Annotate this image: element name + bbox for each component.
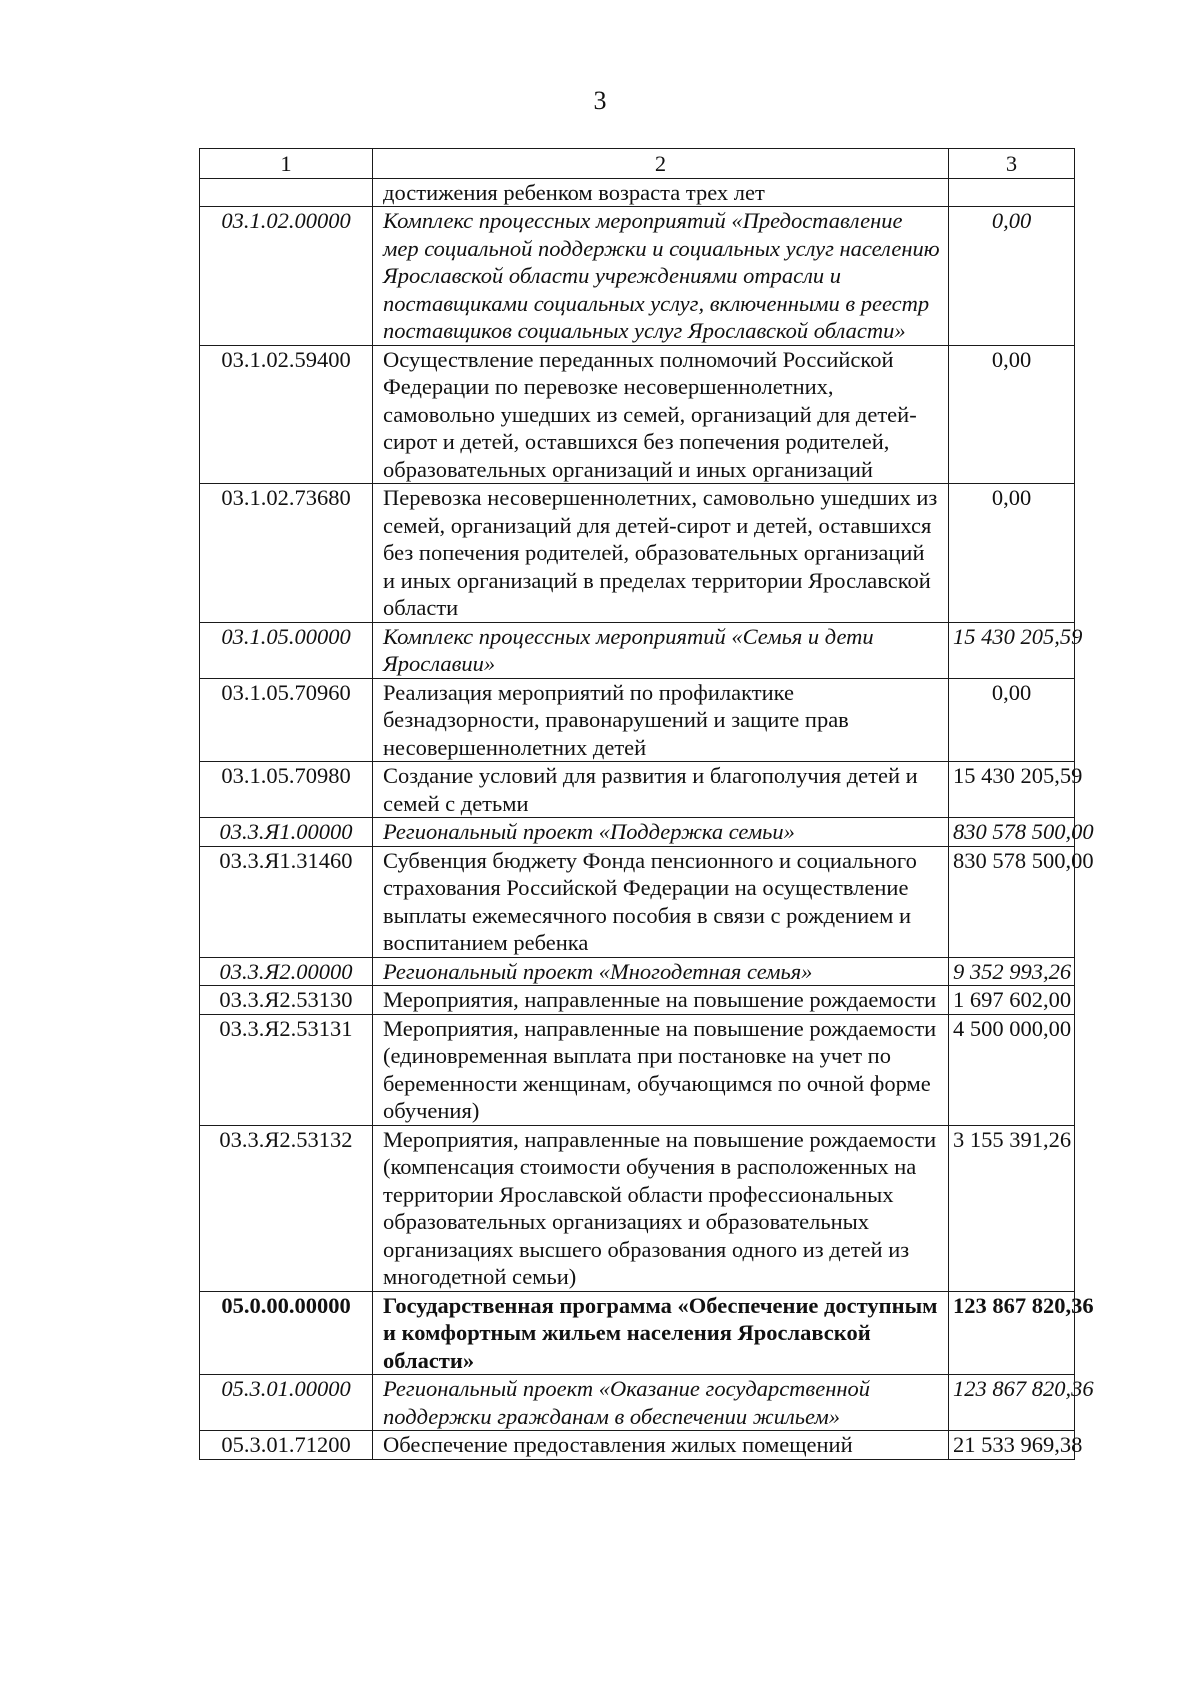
row-code: 03.3.Я2.53131 — [200, 1014, 373, 1125]
row-name: Создание условий для развития и благополучия детей и семей с детьми — [373, 762, 949, 818]
row-amount: 0,00 — [949, 484, 1075, 623]
table-row — [200, 986, 1075, 1015]
table-row — [200, 178, 1075, 207]
row-name: Мероприятия, направленные на повышение рождаемости (компенсация стоимости обучения в расположенных на территории Ярославской области профессиональных образовательных организациях и образовательных организациях высшего образования одного из детей из многодетной семьи) — [373, 1125, 949, 1291]
row-name: Региональный проект «Оказание государственной поддержки гражданам в обеспечении жильем» — [373, 1375, 949, 1431]
table-row — [200, 762, 1075, 818]
row-amount: 830 578 500,00 — [949, 846, 1075, 957]
row-name: Субвенция бюджету Фонда пенсионного и социального страхования Российской Федерации на осуществление выплаты ежемесячного пособия в связи с рождением и воспитанием ребенка — [373, 846, 949, 957]
table-row — [200, 622, 1075, 678]
row-code: 03.3.Я1.31460 — [200, 846, 373, 957]
row-name: Перевозка несовершеннолетних, самовольно ушедших из семей, организаций для детей-сирот и детей, оставшихся без попечения родителей, образовательных организаций и иных организаций в пределах территории Ярославской области — [373, 484, 949, 623]
row-amount — [949, 178, 1075, 207]
row-code: 05.0.00.00000 — [200, 1291, 373, 1375]
column-header-code: 1 — [200, 149, 373, 179]
row-code: 03.3.Я2.53130 — [200, 986, 373, 1015]
table-row — [200, 678, 1075, 762]
row-code: 03.1.05.70980 — [200, 762, 373, 818]
table-header-row — [200, 149, 1075, 179]
row-name: Обеспечение предоставления жилых помещений — [373, 1431, 949, 1460]
row-amount: 830 578 500,00 — [949, 818, 1075, 847]
row-name: Государственная программа «Обеспечение доступным и комфортным жильем населения Ярославской области» — [373, 1291, 949, 1375]
row-code: 03.3.Я2.53132 — [200, 1125, 373, 1291]
column-header-name: 2 — [373, 149, 949, 179]
table-row — [200, 1291, 1075, 1375]
row-name: Региональный проект «Поддержка семьи» — [373, 818, 949, 847]
row-amount: 1 697 602,00 — [949, 986, 1075, 1015]
budget-table — [199, 148, 1094, 1460]
row-amount: 3 155 391,26 — [949, 1125, 1075, 1291]
row-code — [200, 178, 373, 207]
table-row — [200, 1125, 1075, 1291]
row-amount: 21 533 969,38 — [949, 1431, 1075, 1460]
row-amount: 15 430 205,59 — [949, 762, 1075, 818]
row-name: Осуществление переданных полномочий Российской Федерации по перевозке несовершеннолетних, самовольно ушедших из семей, организаций для детей-сирот и детей, оставшихся без попечения родителей, образовательных организаций и иных организаций — [373, 345, 949, 484]
row-name: Мероприятия, направленные на повышение рождаемости (единовременная выплата при постановке на учет по беременности женщинам, обучающимся по очной форме обучения) — [373, 1014, 949, 1125]
row-name: достижения ребенком возраста трех лет — [373, 178, 949, 207]
table-row — [200, 1431, 1075, 1460]
table-row — [200, 345, 1075, 484]
column-header-amount: 3 — [949, 149, 1075, 179]
row-name: Комплекс процессных мероприятий «Предоставление мер социальной поддержки и социальных услуг населению Ярославской области учреждениями отрасли и поставщиками социальных услуг, включенными в реестр поставщиков социальных услуг Ярославской области» — [373, 207, 949, 346]
row-code: 05.3.01.71200 — [200, 1431, 373, 1460]
row-code: 05.3.01.00000 — [200, 1375, 373, 1431]
row-amount: 4 500 000,00 — [949, 1014, 1075, 1125]
page-number: 3 — [593, 86, 607, 115]
row-amount: 123 867 820,36 — [949, 1375, 1075, 1431]
row-code: 03.1.02.73680 — [200, 484, 373, 623]
row-amount: 9 352 993,26 — [949, 957, 1075, 986]
row-name: Комплекс процессных мероприятий «Семья и дети Ярославии» — [373, 622, 949, 678]
row-amount: 123 867 820,36 — [949, 1291, 1075, 1375]
row-name: Реализация мероприятий по профилактике безнадзорности, правонарушений и защите прав несовершеннолетних детей — [373, 678, 949, 762]
table-row — [200, 1014, 1075, 1125]
table-row — [200, 957, 1075, 986]
table-row — [200, 484, 1075, 623]
row-amount: 0,00 — [949, 345, 1075, 484]
row-code: 03.1.05.70960 — [200, 678, 373, 762]
row-name: Мероприятия, направленные на повышение рождаемости — [373, 986, 949, 1015]
row-amount: 15 430 205,59 — [949, 622, 1075, 678]
row-amount: 0,00 — [949, 207, 1075, 346]
row-code: 03.1.02.00000 — [200, 207, 373, 346]
table-row — [200, 846, 1075, 957]
row-name: Региональный проект «Многодетная семья» — [373, 957, 949, 986]
table-row — [200, 207, 1075, 346]
row-code: 03.3.Я2.00000 — [200, 957, 373, 986]
table-row — [200, 1375, 1075, 1431]
row-code: 03.1.05.00000 — [200, 622, 373, 678]
row-code: 03.3.Я1.00000 — [200, 818, 373, 847]
table-row — [200, 818, 1075, 847]
row-amount: 0,00 — [949, 678, 1075, 762]
row-code: 03.1.02.59400 — [200, 345, 373, 484]
